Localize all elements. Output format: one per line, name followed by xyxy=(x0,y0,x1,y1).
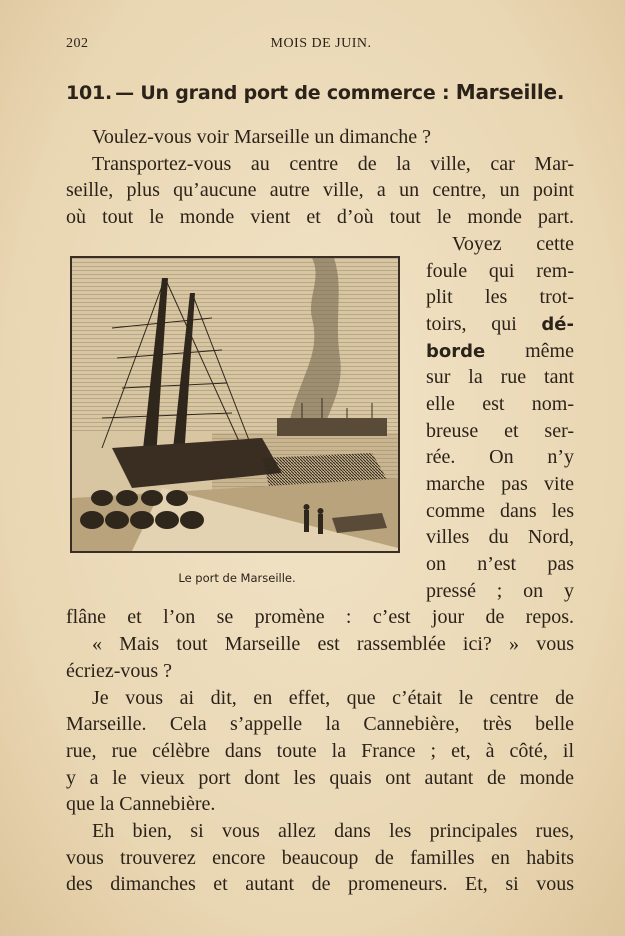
text-line: marche pas vite xyxy=(426,473,574,495)
text-line: rée. On n’y xyxy=(426,446,574,468)
text-line: elle est nom- xyxy=(426,393,574,415)
text-line: on n’est pas xyxy=(426,553,574,575)
text-span: toirs, qui xyxy=(426,313,517,335)
text-line: où tout le monde vient et d’où tout le monde part. xyxy=(66,206,574,228)
text-line: Eh bien, si vous allez dans les principales rues, xyxy=(92,820,574,842)
chapter-number: 101. xyxy=(66,82,113,104)
emphasis: borde xyxy=(426,341,486,362)
text-line: Transportez-vous au centre de la ville, car Mar- xyxy=(92,153,574,175)
text-line: écriez-vous ? xyxy=(66,660,173,682)
text-line: sur la rue tant xyxy=(426,366,574,388)
title-text: Un grand port de commerce : xyxy=(140,82,450,104)
title-place: Marseille. xyxy=(455,80,565,104)
page-header xyxy=(66,36,576,58)
port-illustration xyxy=(70,256,400,553)
harbor-engraving xyxy=(72,258,398,551)
text-line xyxy=(426,338,574,364)
text-line: pressé ; on y xyxy=(426,580,574,602)
text-line: comme dans les xyxy=(426,500,574,522)
page-number: 202 xyxy=(66,36,89,51)
title-dash: — xyxy=(115,82,141,104)
emphasis: dé- xyxy=(541,314,574,335)
text-line xyxy=(426,311,574,337)
text-line: foule qui rem- xyxy=(426,260,574,282)
text-line: villes du Nord, xyxy=(426,526,574,548)
text-line: Marseille. Cela s’appelle la Cannebière, très belle xyxy=(66,713,574,735)
text-line: Voulez-vous voir Marseille un dimanche ? xyxy=(92,126,431,148)
text-line: que la Cannebière. xyxy=(66,793,216,815)
text-line: plit les trot- xyxy=(426,286,574,308)
text-line: Je vous ai dit, en effet, que c’était le centre de xyxy=(92,687,574,709)
running-head: MOIS DE JUIN. xyxy=(270,36,372,51)
text-span: même xyxy=(525,340,574,362)
figure-caption: Le port de Marseille. xyxy=(178,571,296,585)
text-line: « Mais tout Marseille est rassemblée ici? » vous xyxy=(92,633,574,655)
text-line: flâne et l’on se promène : c’est jour de repos. xyxy=(66,606,574,628)
chapter-title xyxy=(66,80,580,104)
text-line: vous trouverez encore beaucoup de familles en habits xyxy=(66,847,574,869)
text-line: y a le vieux port dont les quais ont autant de monde xyxy=(66,767,574,789)
text-line: seille, plus qu’aucune autre ville, a un centre, un point xyxy=(66,179,574,201)
text-line: des dimanches et autant de promeneurs. Et, si vous xyxy=(66,873,574,895)
text-line: rue, rue célèbre dans toute la France ; et, à côté, il xyxy=(66,740,574,762)
text-line: Voyez cette xyxy=(452,233,574,255)
text-line: breuse et ser- xyxy=(426,420,574,442)
